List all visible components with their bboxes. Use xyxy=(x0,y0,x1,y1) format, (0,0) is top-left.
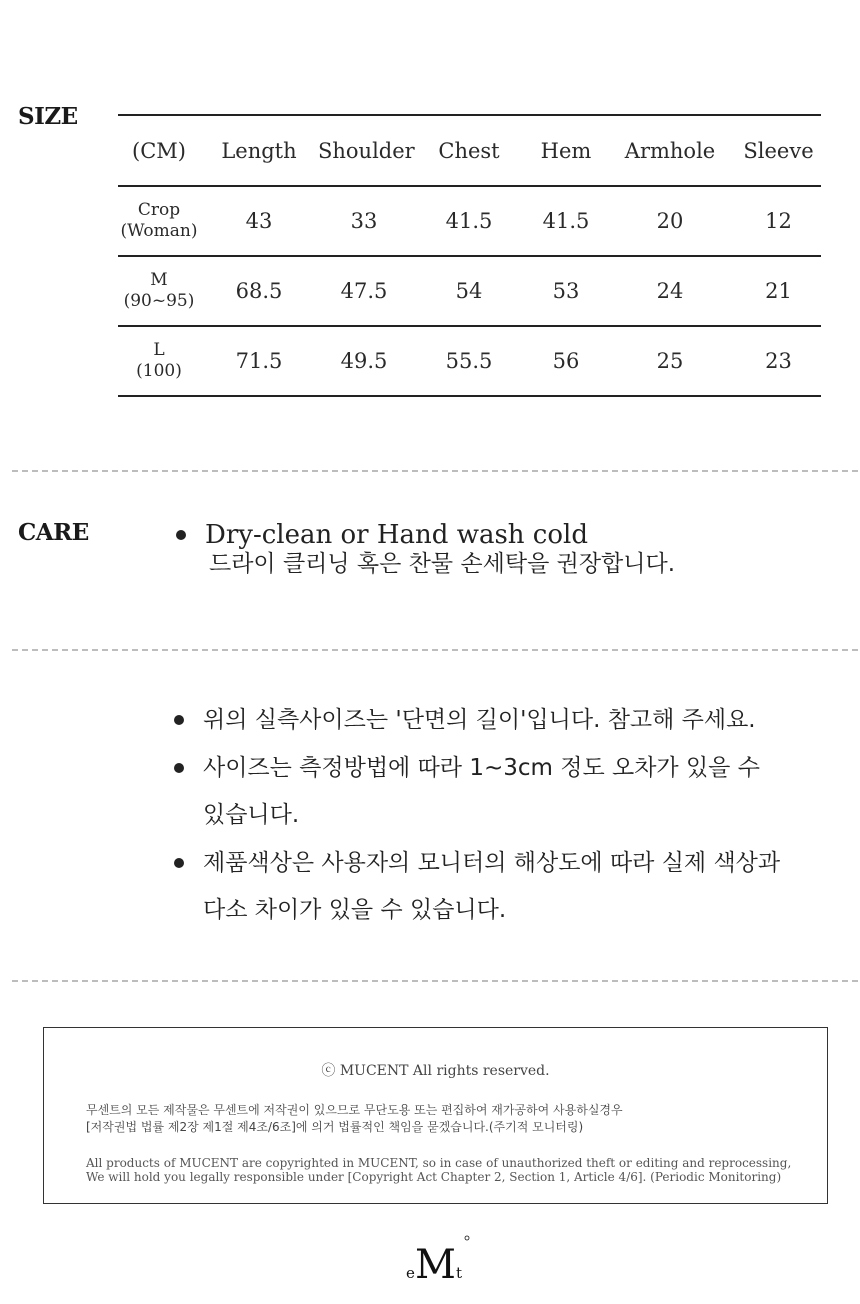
header-sleeve: Sleeve xyxy=(743,138,814,163)
cell-length: 43 xyxy=(245,209,273,233)
table-row xyxy=(118,327,821,395)
copyright-title: ⓒ MUCENT All rights reserved. xyxy=(321,1063,550,1079)
logo-dot xyxy=(465,1236,469,1240)
row-label-size: L xyxy=(153,340,165,360)
note-text-continued: 다소 차이가 있을 수 있습니다. xyxy=(203,897,507,923)
mucent-logo-icon xyxy=(395,1234,475,1284)
section-divider xyxy=(12,980,858,982)
table-header-row xyxy=(118,116,821,185)
bullet-icon xyxy=(176,530,186,540)
cell-sleeve: 12 xyxy=(765,209,792,233)
copyright-kr-line: [저작권법 법률 제2장 제1절 제4조/6조]에 의거 법률적인 책임을 묻겠습니다.(주기적 모니터링) xyxy=(86,1120,584,1134)
care-instruction-kr: 드라이 클리닝 혹은 찬물 손세탁을 권장합니다. xyxy=(209,551,676,577)
note-text: 제품색상은 사용자의 모니터의 해상도에 따라 실제 색상과 xyxy=(203,850,781,876)
care-item xyxy=(176,521,675,579)
logo-letter-m: M xyxy=(415,1242,456,1284)
row-label-size: M xyxy=(150,270,168,290)
header-hem: Hem xyxy=(540,138,592,163)
row-label xyxy=(118,270,200,312)
cell-shoulder: 33 xyxy=(350,209,378,233)
cell-length: 71.5 xyxy=(235,349,283,373)
row-label-spec: (100) xyxy=(136,361,182,381)
bullet-icon xyxy=(174,715,184,725)
size-table xyxy=(118,114,821,397)
row-label-spec: (Woman) xyxy=(120,221,198,241)
cell-chest: 41.5 xyxy=(445,209,493,233)
bullet-icon xyxy=(174,858,184,868)
cell-hem: 41.5 xyxy=(542,209,590,233)
care-section-label: CARE xyxy=(18,519,89,546)
cell-length: 68.5 xyxy=(235,279,283,303)
copyright-notice-en xyxy=(86,1156,791,1184)
cell-armhole: 24 xyxy=(656,279,684,303)
header-length: Length xyxy=(221,138,297,163)
row-label xyxy=(118,340,200,382)
table-row xyxy=(118,257,821,325)
copyright-kr-line: 무센트의 모든 제작물은 무센트에 저작권이 있으므로 무단도용 또는 편집하여 재가공하여 사용하실경우 xyxy=(86,1103,623,1117)
section-divider xyxy=(12,649,858,651)
table-row xyxy=(118,187,821,255)
row-label-spec: (90~95) xyxy=(123,291,195,311)
cell-chest: 55.5 xyxy=(445,349,493,373)
row-label-size: Crop xyxy=(137,200,181,220)
cell-armhole: 20 xyxy=(656,209,684,233)
cell-shoulder: 49.5 xyxy=(340,349,388,373)
note-text: 위의 실측사이즈는 '단면의 길이'입니다. 참고해 주세요. xyxy=(203,707,756,733)
cell-sleeve: 21 xyxy=(765,279,792,303)
note-text: 사이즈는 측정방법에 따라 1~3cm 정도 오차가 있을 수 xyxy=(203,755,760,781)
note-text-continued: 있습니다. xyxy=(203,802,300,828)
cell-armhole: 25 xyxy=(656,349,684,373)
bullet-icon xyxy=(174,763,184,773)
header-unit: (CM) xyxy=(132,138,186,163)
header-shoulder: Shoulder xyxy=(318,138,415,163)
header-chest: Chest xyxy=(438,138,500,163)
copyright-box xyxy=(43,1027,828,1204)
note-item xyxy=(174,697,756,744)
cell-hem: 53 xyxy=(552,279,580,303)
table-bottom-rule xyxy=(118,395,821,397)
row-label xyxy=(118,200,200,242)
header-armhole: Armhole xyxy=(624,138,716,163)
cell-sleeve: 23 xyxy=(765,349,792,373)
copyright-notice-kr xyxy=(86,1102,623,1136)
section-divider xyxy=(12,470,858,472)
note-item xyxy=(174,745,760,839)
logo-letter-t: t xyxy=(456,1264,463,1282)
cell-hem: 56 xyxy=(552,349,580,373)
note-item xyxy=(174,840,780,934)
care-instruction-en: Dry-clean or Hand wash cold xyxy=(205,520,588,550)
logo-letter-e: e xyxy=(406,1264,415,1282)
cell-chest: 54 xyxy=(455,279,483,303)
copyright-en-line: All products of MUCENT are copyrighted in MUCENT, so in case of unauthorized theft or editing and reprocessing, xyxy=(86,1156,792,1170)
copyright-en-line: We will hold you legally responsible under [Copyright Act Chapter 2, Section 1, Article 4/6]. (Periodic Monitoring) xyxy=(86,1170,782,1184)
cell-shoulder: 47.5 xyxy=(340,279,388,303)
size-section-label: SIZE xyxy=(18,103,78,130)
